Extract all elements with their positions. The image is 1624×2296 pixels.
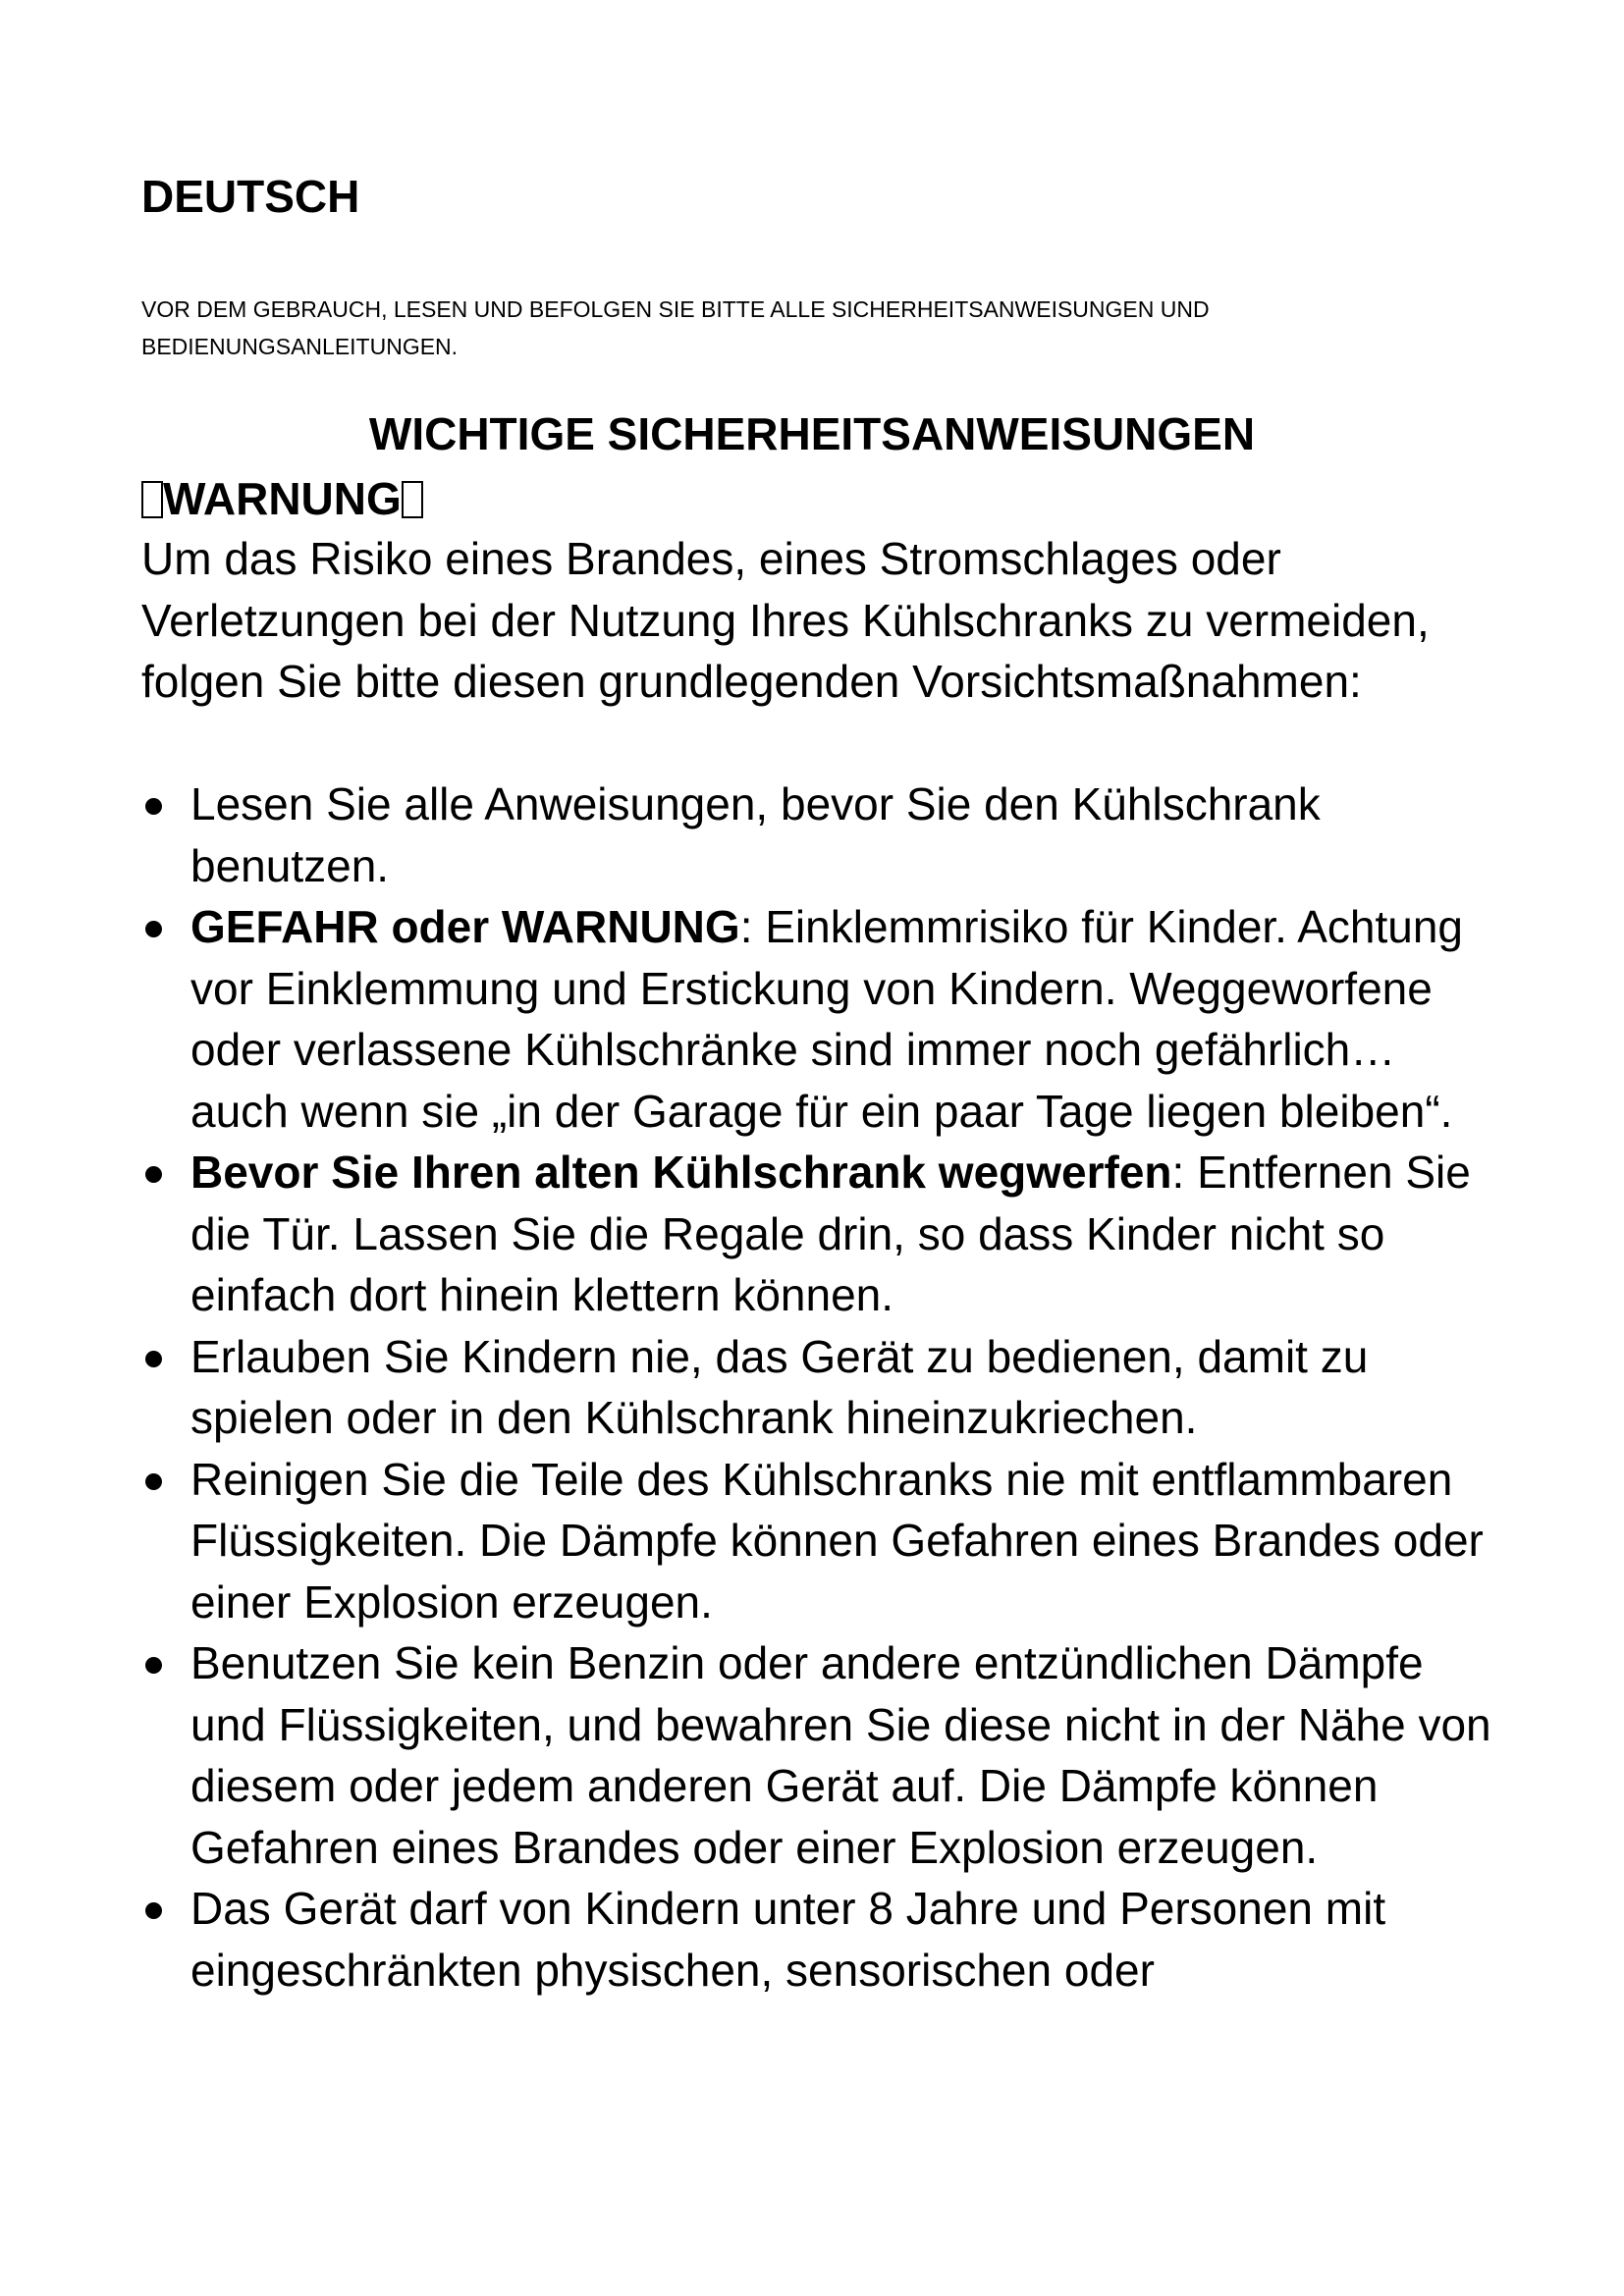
bullet-icon [145,798,162,815]
bullet-icon [145,1473,162,1490]
bullet-icon [145,921,162,937]
list-item-text: : Entfernen Sie die Tür. Lassen Sie die Regale drin, so dass Kinder nicht so einfach dort hinein klettern können. [190,1147,1471,1320]
list-item-bold: GEFAHR oder WARNUNG [190,901,740,952]
language-heading: DEUTSCH [141,171,360,222]
placeholder-glyph-icon [141,481,163,518]
list-item [141,1878,1496,2001]
bullet-icon [145,1902,162,1919]
list-item-text: Reinigen Sie die Teile des Kühlschranks nie mit entflammbaren Flüssigkeiten. Die Dämpfe können Gefahren eines Brandes oder einer Explosion erzeugen. [190,1453,1484,1628]
list-item [141,896,1496,1142]
bullet-icon [145,1351,162,1367]
warning-label-text: WARNUNG [163,473,402,524]
list-item-text: Benutzen Sie kein Benzin oder andere entzündlichen Dämpfe und Flüssigkeiten, und bewahren Sie diese nicht in der Nähe von diesem oder jedem anderen Gerät auf. Die Dämpfe können Gefahren eines Brandes oder einer Explosion erzeugen. [190,1637,1491,1873]
list-item [141,1632,1496,1878]
list-item-text: : Einklemmrisiko für Kinder. Achtung vor Einklemmung und Erstickung von Kindern. Weggeworfene oder verlassene Kühlschränke sind immer noch gefährlich… auch wenn sie „in der Garage für ein paar Tage liegen bleiben“. [190,901,1464,1137]
bullet-icon [145,1657,162,1674]
safety-instructions-list [141,774,1496,2001]
list-item [141,1142,1496,1326]
list-item-bold: Bevor Sie Ihren alten Kühlschrank wegwerfen [190,1147,1172,1198]
list-item-text: Das Gerät darf von Kindern unter 8 Jahre und Personen mit eingeschränkten physischen, sensorischen oder [190,1883,1386,1996]
warning-label [141,469,423,528]
list-item-text: Erlauben Sie Kindern nie, das Gerät zu bedienen, damit zu spielen oder in den Kühlschrank hineinzukriechen. [190,1330,1369,1443]
placeholder-glyph-icon [402,481,423,518]
bullet-icon [145,1166,162,1183]
main-title: WICHTIGE SICHERHEITSANWEISUNGEN [368,408,1256,459]
intro-notice: VOR DEM GEBRAUCH, LESEN UND BEFOLGEN SIE BITTE ALLE SICHERHEITSANWEISUNGEN UND BEDIENUNGSANLEITUNGEN. [141,296,1210,359]
list-item [141,774,1496,896]
list-item-text: Lesen Sie alle Anweisungen, bevor Sie den Kühlschrank benutzen. [190,778,1321,891]
list-item [141,1326,1496,1449]
list-item [141,1449,1496,1633]
warning-body-text: Um das Risiko eines Brandes, eines Stromschlages oder Verletzungen bei der Nutzung Ihres Kühlschranks zu vermeiden, folgen Sie bitte diesen grundlegenden Vorsichtsmaßnahmen: [141,533,1430,707]
